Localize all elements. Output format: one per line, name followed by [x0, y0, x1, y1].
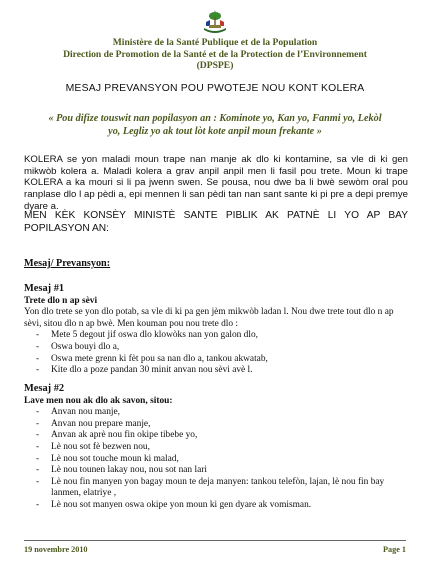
list-item: - Lè nou fin manyen yon bagay moun te deja manyen: tankou telefòn, lajan, lè nou fin bay lanmen, elatriye ,: [36, 477, 408, 500]
section-title: Mesaj/ Prevansyon:: [24, 258, 111, 269]
list-item: - Lè nou tounen lakay nou, nou sot nan lari: [36, 465, 408, 477]
list-item: - Anvan nou manje,: [36, 407, 408, 419]
list-item: - Anvan nou prepare manje,: [36, 419, 408, 431]
footer-date: 19 novembre 2010: [24, 545, 88, 554]
ministry-name: Ministère de la Santé Publique et de la Population: [112, 37, 318, 48]
message-subheading: Lave men nou ak dlo ak savon, sitou:: [24, 395, 173, 406]
list-item: - Lè nou sot manyen oswa okipe yon moun ki gen dyare ak vomisman.: [36, 500, 408, 512]
ministry-header: [0, 37, 430, 72]
message-text: Yon dlo trete se yon dlo potab, sa vle di ki pa gen jèm mikwòb ladan l. Nou dwe trete tout dlo n ap sèvi, sitou dlo n ap bwè. Men kouman pou nou trete dlo :: [24, 307, 394, 329]
message-block-1: [24, 283, 408, 377]
message-heading: Mesaj #1: [24, 283, 65, 294]
list-item: - Lè nou sot fè bezwen nou,: [36, 442, 408, 454]
list-item: - Mete 5 degout jif oswa dlo klowòks nan yon galon dlo,: [36, 330, 408, 342]
dissemination-quote: « Pou difize touswit nan popilasyon an : Kominote yo, Kan yo, Fanmi yo, Lekòl yo, Legliz yo ak tout lòt kote anpil moun frekante »: [48, 113, 382, 137]
list-item: - Lè nou sot touche moun ki malad,: [36, 454, 408, 466]
message-block-2: [24, 383, 408, 512]
page-number: Page 1: [383, 545, 406, 554]
list-item: - Oswa mete grenn ki fèt pou sa nan dlo a, tankou akwatab,: [36, 354, 408, 366]
intro-paragraph: KOLERA se yon maladi moun trape nan manje ak dlo ki kontamine, sa vle di ki gen mikwòb kolera a. Maladi kolera a grav anpil anpil men li fasil pou trete. Moun ki trape KOLERA a ka mouri si li pa jwenn swen. Se pousa, nou dwe ba li bwè sewòm oral pou ranplase dlo l ap pèdi a, epi mennen li san pèdi tan nan sant sante ki pi pre a depi premye dyare a.: [24, 154, 408, 212]
coat-of-arms-icon: [201, 8, 229, 34]
message-subheading: Trete dlo n ap sèvi: [24, 295, 98, 306]
list-item: - Kite dlo a poze pandan 30 minit anvan nou sèvi avè l.: [36, 365, 408, 377]
list-item: - Anvan ak aprè nou fin okipe tibebe yo,: [36, 430, 408, 442]
page-footer: [24, 545, 406, 554]
message-heading: Mesaj #2: [24, 383, 65, 394]
directorate-name: Direction de Promotion de la Santé et de la Protection de l’Environnement: [63, 48, 367, 60]
message-list: [24, 330, 408, 376]
directorate-acronym: (DPSPE): [196, 60, 234, 71]
document-title: MESAJ PREVANSYON POU PWOTEJE NOU KONT KOLERA: [65, 83, 365, 94]
message-list: [24, 407, 408, 511]
footer-divider: [24, 540, 406, 541]
list-item: - Oswa bouyi dlo a,: [36, 342, 408, 354]
advice-heading: MEN KÈK KONSÈY MINISTÈ SANTE PIBLIK AK PATNÈ LI YO AP BAY POPILASYON AN:: [24, 210, 408, 234]
